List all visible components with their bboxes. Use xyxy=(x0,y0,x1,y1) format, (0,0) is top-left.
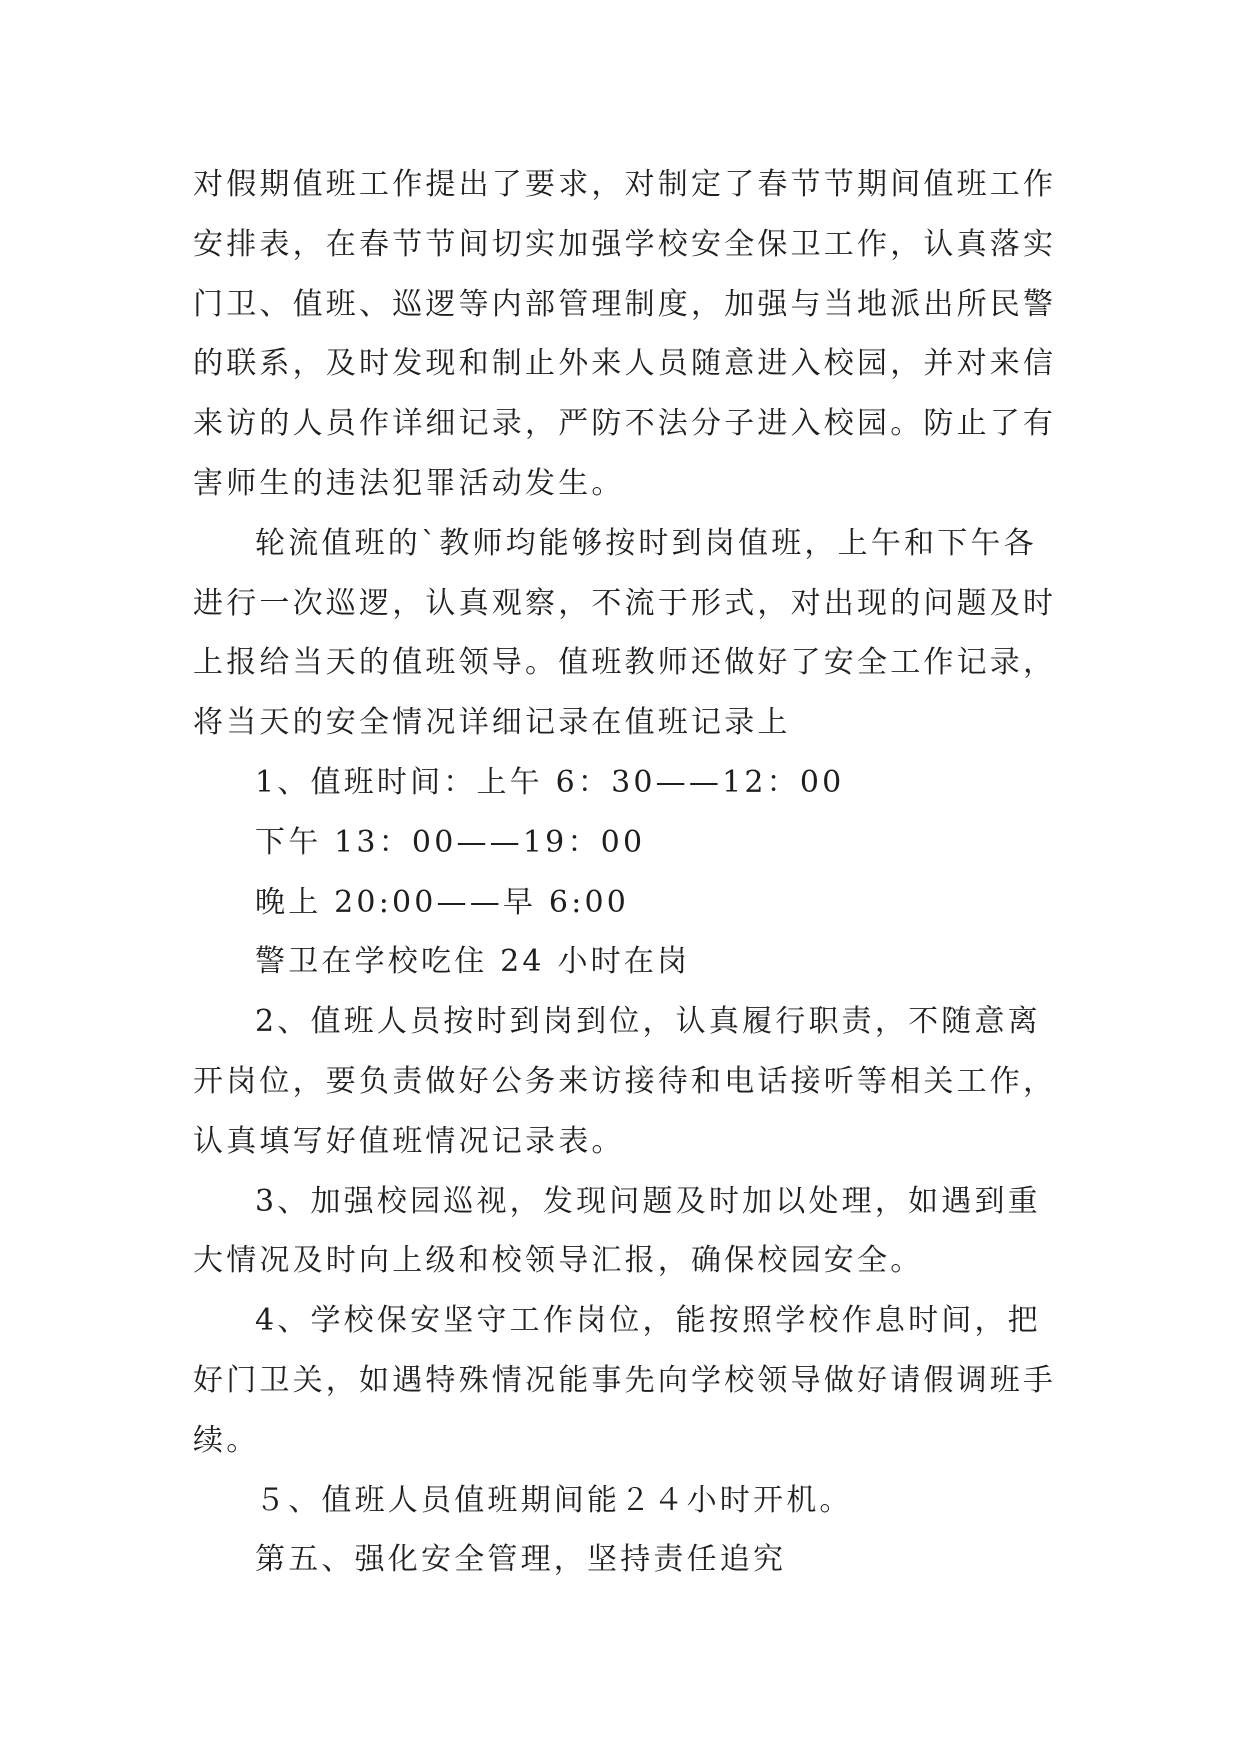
text-line: 对假期值班工作提出了要求，对制定了春节节期间值班工作 xyxy=(193,167,1057,202)
text-line: 第五、强化安全管理，坚持责任追究 xyxy=(255,1542,787,1578)
text-line: 认真填写好值班情况记录表。 xyxy=(193,1123,625,1159)
text-line: 轮流值班的`教师均能够按时到岗值班，上午和下午各 xyxy=(255,525,1037,561)
text-line: 门卫、值班、巡逻等内部管理制度，加强与当地派出所民警 xyxy=(193,286,1057,322)
text-line: 警卫在学校吃住 24 小时在岗 xyxy=(255,944,691,980)
text-line: 的联系，及时发现和制止外来人员随意进入校园，并对来信 xyxy=(193,346,1057,382)
text-line: 安排表，在春节节间切实加强学校安全保卫工作，认真落实 xyxy=(193,226,1057,262)
text-line: 来访的人员作详细记录，严防不法分子进入校园。防止了有 xyxy=(193,406,1057,442)
text-line: 开岗位，要负责做好公务来访接待和电话接听等相关工作， xyxy=(193,1063,1057,1099)
text-line: 害师生的违法犯罪活动发生。 xyxy=(193,465,625,501)
text-line: 上报给当天的值班领导。值班教师还做好了安全工作记录， xyxy=(193,645,1057,681)
paragraph-duty-time-afternoon xyxy=(193,813,1063,873)
paragraph-item-5 xyxy=(193,1471,1063,1531)
paragraph-item-3 xyxy=(193,1172,1063,1292)
text-line: ５、值班人员值班期间能２４小时开机。 xyxy=(255,1482,853,1518)
paragraph-section-five-heading xyxy=(193,1530,1063,1590)
text-line: 2、值班人员按时到岗到位，认真履行职责，不随意离 xyxy=(255,1004,1041,1040)
paragraph-holiday-duty-requirements xyxy=(193,155,1063,514)
text-line: 晚上 20:00——早 6:00 xyxy=(255,884,630,920)
paragraph-guard-on-post xyxy=(193,932,1063,992)
text-line: 3、加强校园巡视，发现问题及时加以处理，如遇到重 xyxy=(255,1183,1041,1219)
paragraph-item-2 xyxy=(193,992,1063,1171)
text-line: 将当天的安全情况详细记录在值班记录上 xyxy=(193,705,791,741)
document-page xyxy=(193,155,1063,1590)
paragraph-item-4 xyxy=(193,1291,1063,1470)
text-line: 续。 xyxy=(193,1422,260,1458)
paragraph-rotating-duty-teachers xyxy=(193,514,1063,753)
paragraph-duty-time-morning xyxy=(193,753,1063,813)
text-line: 进行一次巡逻，认真观察，不流于形式，对出现的问题及时 xyxy=(193,585,1057,621)
text-line: 下午 13：00——19：00 xyxy=(255,824,646,860)
text-line: 好门卫关，如遇特殊情况能事先向学校领导做好请假调班手 xyxy=(193,1362,1057,1398)
text-line: 1、值班时间：上午 6：30——12：00 xyxy=(255,764,845,800)
paragraph-duty-time-night xyxy=(193,873,1063,933)
text-line: 4、学校保安坚守工作岗位，能按照学校作息时间，把 xyxy=(255,1303,1041,1339)
text-line: 大情况及时向上级和校领导汇报，确保校园安全。 xyxy=(193,1243,924,1279)
